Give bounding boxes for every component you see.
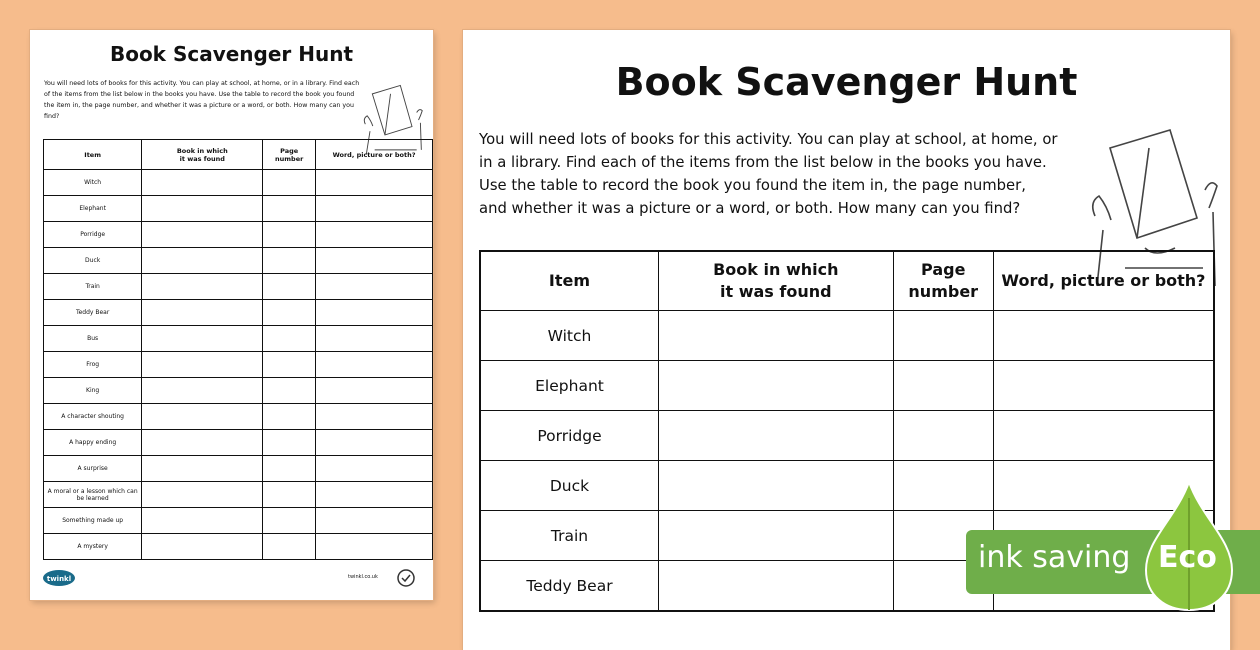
col-page-header <box>263 140 316 170</box>
table-row <box>44 196 433 222</box>
table-row <box>480 461 1214 511</box>
item-cell: Witch <box>480 311 658 361</box>
page-cell[interactable] <box>263 404 316 430</box>
book-cell[interactable] <box>142 508 263 534</box>
type-cell[interactable] <box>993 361 1214 411</box>
item-cell: Elephant <box>480 361 658 411</box>
item-cell: Something made up <box>44 508 142 534</box>
book-cell[interactable] <box>142 482 263 508</box>
book-cell[interactable] <box>142 170 263 196</box>
item-cell: Elephant <box>44 196 142 222</box>
item-cell: Train <box>480 511 658 561</box>
col-type-header: Word, picture or both? <box>316 140 433 170</box>
type-cell[interactable] <box>316 248 433 274</box>
page-cell[interactable] <box>263 300 316 326</box>
ink-saving-label: ink saving <box>978 540 1131 575</box>
book-cell[interactable] <box>142 534 263 560</box>
type-cell[interactable] <box>316 352 433 378</box>
table-row <box>44 508 433 534</box>
book-cell[interactable] <box>142 456 263 482</box>
thumbnail-intro: You will need lots of books for this activity. You can play at school, at home, or in a library. Find each of the items from the list below in the books you have. Use the table to record the book you found the item in, the page number, and whether it was a picture or a word, or both. How many can you find? <box>44 80 360 120</box>
table-row <box>480 411 1214 461</box>
table-row <box>44 222 433 248</box>
footer-code: twinkl.co.uk <box>348 574 378 580</box>
table-row <box>44 430 433 456</box>
header-row <box>480 251 1214 311</box>
col-book-line: it was found <box>179 154 225 163</box>
col-book-line: it was found <box>720 282 832 301</box>
worksheet-thumbnail <box>30 30 433 600</box>
col-page-line: Page <box>280 146 299 155</box>
book-cell[interactable] <box>142 378 263 404</box>
page-cell[interactable] <box>263 508 316 534</box>
item-cell: Train <box>44 274 142 300</box>
book-cell[interactable] <box>658 361 893 411</box>
type-cell[interactable] <box>316 274 433 300</box>
page-cell[interactable] <box>263 378 316 404</box>
col-book-line: Book in which <box>176 146 228 155</box>
page-cell[interactable] <box>893 311 993 361</box>
item-cell: Duck <box>44 248 142 274</box>
book-cell[interactable] <box>142 196 263 222</box>
col-item-header: Item <box>480 251 658 311</box>
page-cell[interactable] <box>893 361 993 411</box>
table-row <box>480 311 1214 361</box>
col-book-header <box>658 251 893 311</box>
thumbnail-header-row <box>44 140 433 170</box>
item-cell: A character shouting <box>44 404 142 430</box>
table-row <box>44 352 433 378</box>
type-cell[interactable] <box>993 411 1214 461</box>
eco-badge-small-icon <box>396 568 416 588</box>
type-cell[interactable] <box>316 300 433 326</box>
type-cell[interactable] <box>316 482 433 508</box>
col-page-line: Page <box>921 260 966 279</box>
page-cell[interactable] <box>263 222 316 248</box>
intro-line: You will need lots of books for this activity. You can play at school, at home, or <box>479 131 1058 148</box>
type-cell[interactable] <box>316 326 433 352</box>
col-page-line: number <box>908 282 979 301</box>
type-cell[interactable] <box>316 508 433 534</box>
page-title: Book Scavenger Hunt <box>615 60 1078 104</box>
item-cell: A happy ending <box>44 430 142 456</box>
twinkl-logo <box>42 569 76 587</box>
table-row <box>44 326 433 352</box>
intro-line: and whether it was a picture or a word, or both. How many can you find? <box>479 200 1021 217</box>
page-cell[interactable] <box>263 534 316 560</box>
type-cell[interactable] <box>316 378 433 404</box>
col-book-line: Book in which <box>713 260 839 279</box>
table-row <box>44 248 433 274</box>
item-cell: Duck <box>480 461 658 511</box>
book-cell[interactable] <box>142 300 263 326</box>
page-cell[interactable] <box>263 274 316 300</box>
item-cell: Bus <box>44 326 142 352</box>
page-cell[interactable] <box>893 461 993 511</box>
table-row <box>480 361 1214 411</box>
item-cell: Porridge <box>480 411 658 461</box>
item-cell: Teddy Bear <box>480 561 658 612</box>
item-cell: A moral or a lesson which can be learned <box>44 482 142 508</box>
page-cell[interactable] <box>263 170 316 196</box>
page-cell[interactable] <box>263 196 316 222</box>
col-item-header: Item <box>44 140 142 170</box>
book-cell[interactable] <box>142 248 263 274</box>
page-cell[interactable] <box>263 248 316 274</box>
book-cell[interactable] <box>142 352 263 378</box>
item-cell: Witch <box>44 170 142 196</box>
thumbnail-title: Book Scavenger Hunt <box>109 42 354 66</box>
type-cell[interactable] <box>316 430 433 456</box>
table-row <box>44 378 433 404</box>
page-cell[interactable] <box>893 411 993 461</box>
book-cell[interactable] <box>142 326 263 352</box>
book-cell[interactable] <box>142 430 263 456</box>
item-cell: A mystery <box>44 534 142 560</box>
book-cell[interactable] <box>658 311 893 361</box>
item-cell: A surprise <box>44 456 142 482</box>
book-cell[interactable] <box>658 561 893 612</box>
intro-line: Use the table to record the book you found the item in, the page number, <box>479 177 1026 194</box>
col-page-header <box>893 251 993 311</box>
book-cell[interactable] <box>658 511 893 561</box>
page-cell[interactable] <box>263 326 316 352</box>
intro-text <box>479 128 1099 220</box>
table-row <box>44 482 433 508</box>
page-cell[interactable] <box>263 456 316 482</box>
thumbnail-table <box>43 139 433 560</box>
intro-line: in a library. Find each of the items from the list below in the books you have. <box>479 154 1047 171</box>
type-cell[interactable] <box>316 170 433 196</box>
table-row <box>44 170 433 196</box>
twinkl-logo-text: twinkl <box>46 575 72 583</box>
item-cell: King <box>44 378 142 404</box>
table-row <box>44 274 433 300</box>
col-type-header: Word, picture or both? <box>993 251 1214 311</box>
table-row <box>44 534 433 560</box>
item-cell: Frog <box>44 352 142 378</box>
col-page-line: number <box>275 154 304 163</box>
type-cell[interactable] <box>316 196 433 222</box>
page-cell[interactable] <box>263 352 316 378</box>
type-cell[interactable] <box>993 311 1214 361</box>
table-row <box>44 456 433 482</box>
book-cell[interactable] <box>142 222 263 248</box>
book-cell[interactable] <box>658 461 893 511</box>
table-row <box>44 404 433 430</box>
item-cell: Teddy Bear <box>44 300 142 326</box>
item-cell: Porridge <box>44 222 142 248</box>
table-row <box>44 300 433 326</box>
page-cell[interactable] <box>263 482 316 508</box>
book-cell[interactable] <box>142 404 263 430</box>
col-book-header <box>142 140 263 170</box>
book-cell[interactable] <box>142 274 263 300</box>
type-cell[interactable] <box>316 456 433 482</box>
type-cell[interactable] <box>316 534 433 560</box>
eco-word: Eco <box>1158 540 1217 575</box>
book-cell[interactable] <box>658 411 893 461</box>
type-cell[interactable] <box>316 404 433 430</box>
type-cell[interactable] <box>316 222 433 248</box>
page-cell[interactable] <box>263 430 316 456</box>
